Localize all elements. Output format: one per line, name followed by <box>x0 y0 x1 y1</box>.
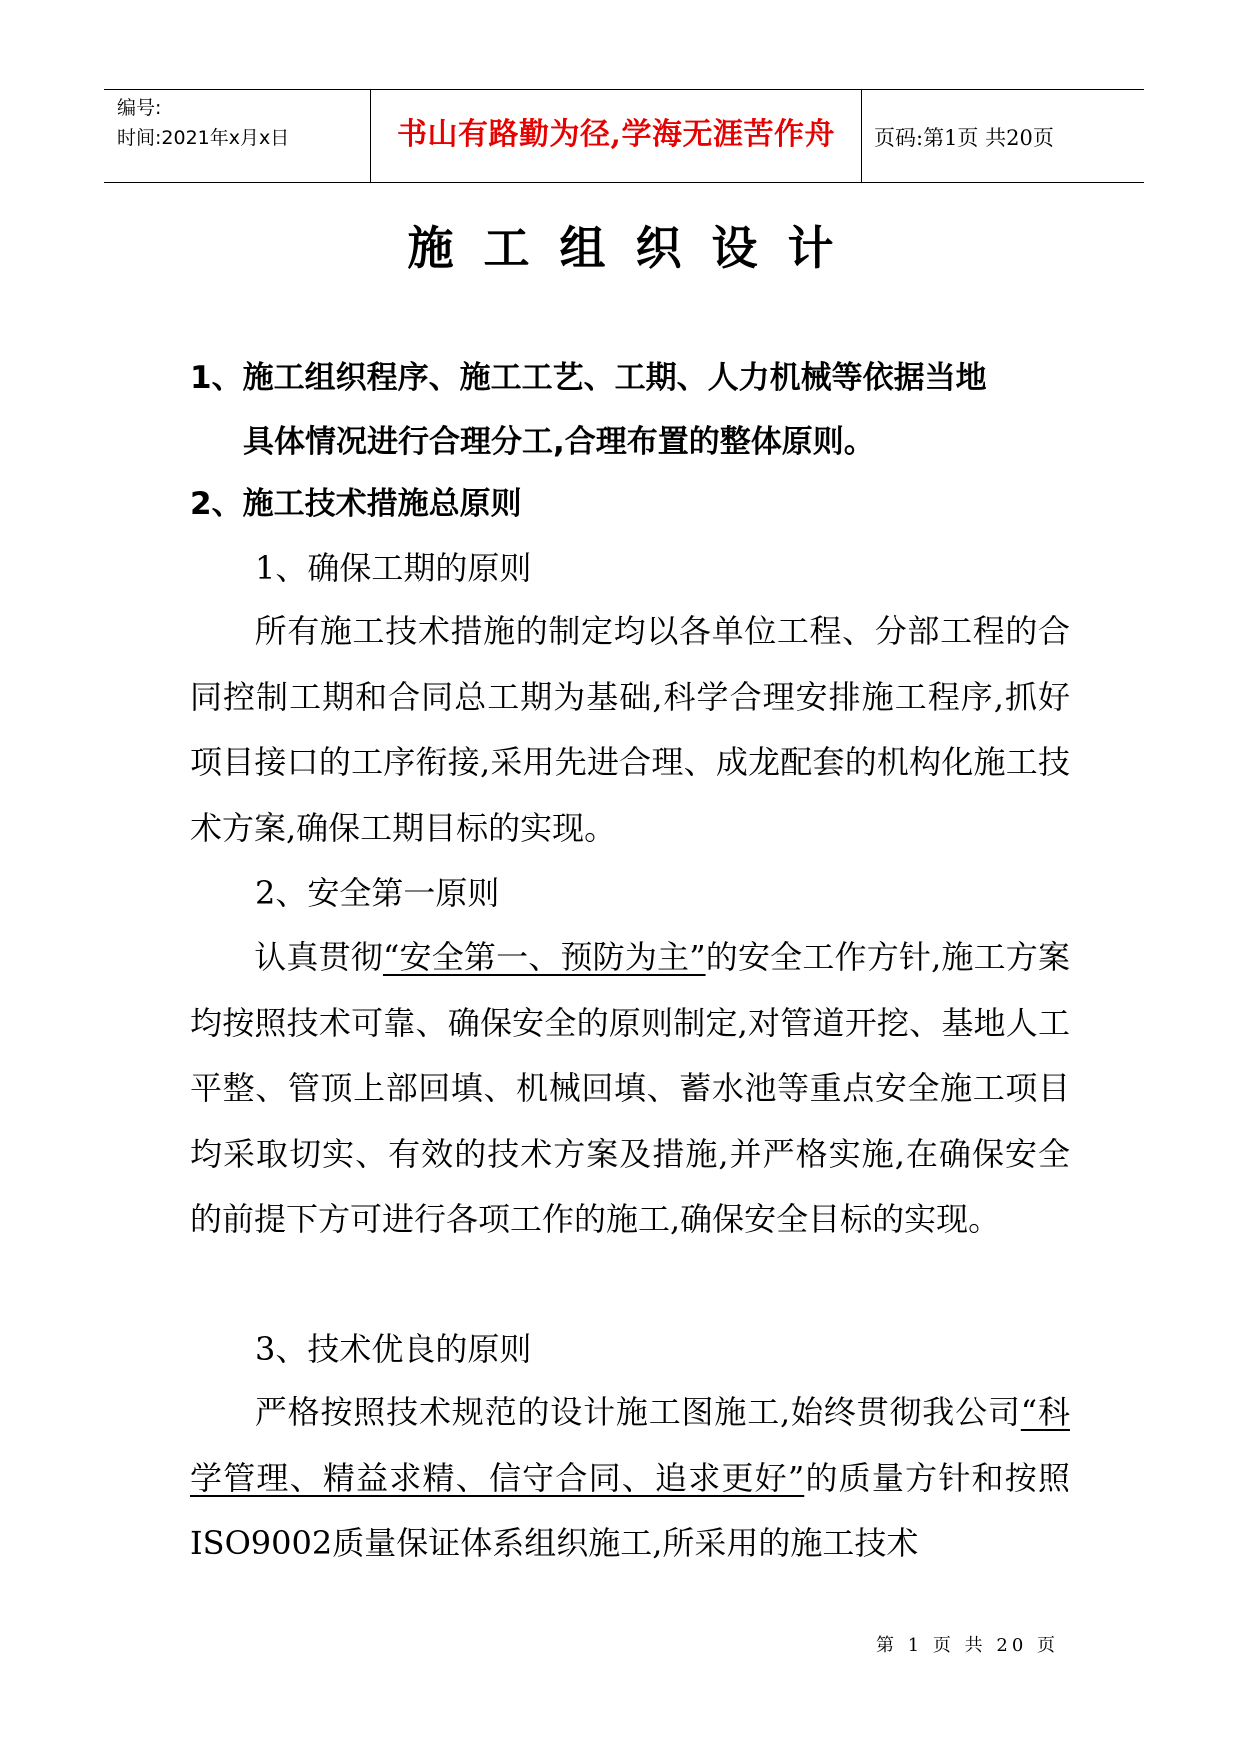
subheading-1: 1、确保工期的原则 <box>255 549 532 587</box>
paragraph-2-quote: “安全第一、预防为主” <box>382 938 706 976</box>
header-motto: 书山有路勤为径,学海无涯苦作舟 <box>397 117 835 152</box>
paragraph-3-post: 的质量方针和按照ISO9002质量保证体系组织施工,所采用的施工技术 <box>190 1458 1070 1562</box>
header-meta <box>117 93 289 153</box>
paragraph-2 <box>190 925 1070 1253</box>
paragraph-1-text: 所有施工技术措施的制定均以各单位工程、分部工程的合同控制工期和合同总工期为基础,科学合理安排施工程序,抓好项目接口的工序衔接,采用先进合理、成龙配套的机构化施工技术方案,确保工期目标的实现。 <box>190 612 1070 847</box>
page-footer: 第 1 页 共 20 页 <box>876 1635 1059 1656</box>
header-divider-left <box>370 89 371 182</box>
section-heading-2: 2、施工技术措施总原则 <box>190 486 522 522</box>
document-title: 施工组织设计 <box>407 221 864 275</box>
section-heading-1-line2: 具体情况进行合理分工,合理布置的整体原则。 <box>243 424 875 460</box>
paragraph-3-quote: “科学管理、精益求精、信守合同、追求更好” <box>190 1393 1070 1497</box>
time-label: 时间:2021年x月x日 <box>117 127 290 149</box>
header-top-rule <box>104 89 1144 90</box>
paragraph-1 <box>190 599 1070 861</box>
subheading-3: 3、技术优良的原则 <box>255 1330 532 1368</box>
section-heading-1-line1: 1、施工组织程序、施工工艺、工期、人力机械等依据当地 <box>190 360 987 396</box>
paragraph-3 <box>190 1380 1070 1577</box>
section-heading-1 <box>190 346 1070 474</box>
number-label: 编号: <box>117 97 162 119</box>
paragraph-3-pre: 严格按照技术规范的设计施工图施工,始终贯彻我公司 <box>254 1393 1021 1431</box>
header-bottom-rule <box>104 182 1144 183</box>
subheading-2: 2、安全第一原则 <box>255 874 500 912</box>
paragraph-2-post: 的安全工作方针,施工方案均按照技术可靠、确保安全的原则制定,对管道开挖、基地人工平整、管顶上部回填、机械回填、蓄水池等重点安全施工项目均采取切实、有效的技术方案及措施,并严格实施,在确保安全的前提下方可进行各项工作的施工,确保安全目标的实现。 <box>190 938 1070 1238</box>
paragraph-2-pre: 认真贯彻 <box>254 938 383 976</box>
header-divider-right <box>861 89 862 182</box>
header-page-info: 页码:第1页 共20页 <box>874 126 1054 150</box>
